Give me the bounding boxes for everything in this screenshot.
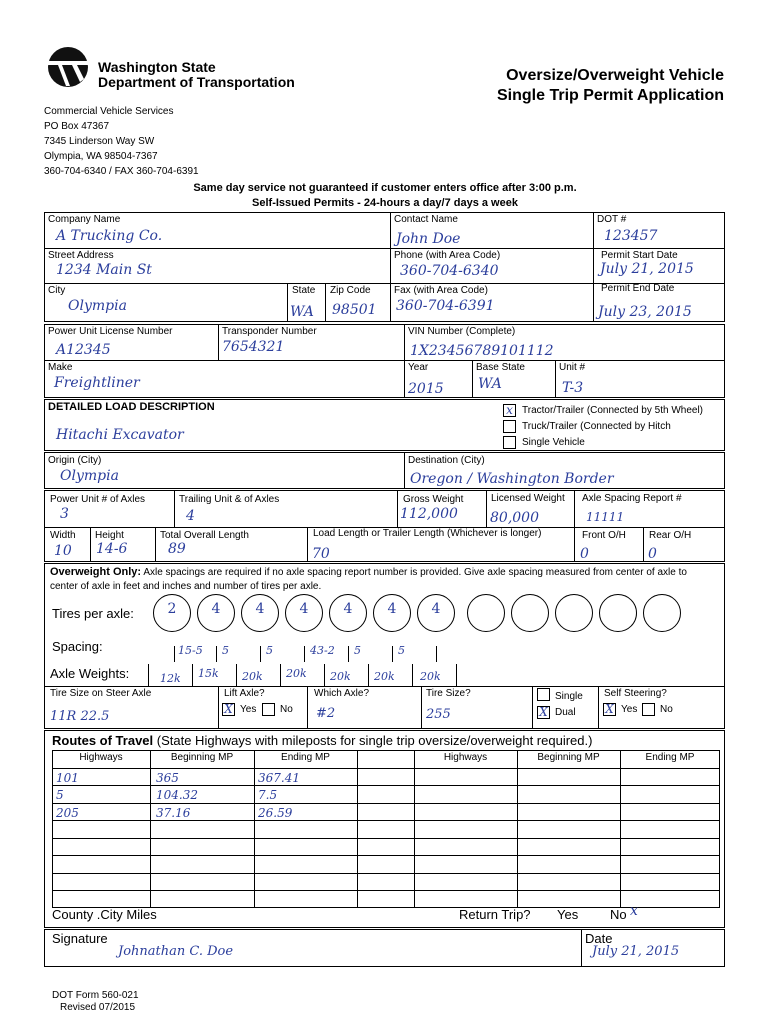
- tire-count-circle[interactable]: [599, 594, 637, 632]
- power-axles-label: Power Unit # of Axles: [50, 494, 146, 505]
- tire-count-circle[interactable]: [467, 594, 505, 632]
- self-steering-yes-checkbox[interactable]: X: [603, 703, 616, 716]
- tire-count-circle[interactable]: [643, 594, 681, 632]
- dual-tire-checkbox[interactable]: X: [537, 706, 550, 719]
- route-column-header: Highways: [79, 752, 123, 763]
- make-field[interactable]: Freightliner: [54, 375, 140, 391]
- dot-number-label: DOT #: [597, 214, 627, 225]
- phone-field[interactable]: 360-704-6340: [400, 263, 499, 279]
- tractor-trailer-checkbox[interactable]: x: [503, 404, 516, 417]
- load-description-field[interactable]: Hitachi Excavator: [56, 427, 184, 443]
- truck-trailer-checkbox[interactable]: [503, 420, 516, 433]
- tire-count-circle[interactable]: 4: [417, 594, 455, 632]
- contact-name-field[interactable]: John Doe: [396, 231, 461, 247]
- axle-weight-value[interactable]: 20k: [286, 667, 307, 680]
- state-label: State: [292, 285, 316, 296]
- lift-axle-no-checkbox[interactable]: [262, 703, 275, 716]
- year-field[interactable]: 2015: [408, 381, 444, 397]
- total-length-label: Total Overall Length: [160, 530, 249, 541]
- unit-field[interactable]: T-3: [562, 380, 584, 396]
- city-field[interactable]: Olympia: [68, 298, 127, 314]
- tire-steer-field[interactable]: 11R 22.5: [50, 709, 110, 724]
- route-begin-cell[interactable]: 365: [156, 770, 179, 785]
- year-label: Year: [408, 362, 429, 373]
- which-axle-field[interactable]: #2: [316, 706, 336, 721]
- company-name-field[interactable]: A Trucking Co.: [56, 228, 163, 244]
- axle-weight-value[interactable]: 20k: [420, 670, 441, 683]
- axle-spacing-value[interactable]: 5: [266, 644, 273, 657]
- load-description-label: DETAILED LOAD DESCRIPTION: [48, 401, 215, 413]
- tire-count-circle[interactable]: 4: [197, 594, 235, 632]
- overweight-instructions: Overweight Only: Axle spacings are required if no axle spacing report number is provided. Give axle spacing measured from center of axle to center of axle in feet and inches and number of tires per axle.: [50, 566, 687, 592]
- service-notice: Same day service not guaranteed if customer enters office after 3:00 p.m. Self-Issued Permits - 24-hours a day/7 days a week: [193, 182, 577, 209]
- single-tire-checkbox[interactable]: [537, 688, 550, 701]
- tire-size-field[interactable]: 255: [426, 707, 451, 722]
- tire-count-circle[interactable]: 2: [153, 594, 191, 632]
- width-label: Width: [50, 530, 76, 541]
- self-steering-no-label: No: [660, 704, 673, 715]
- agency-address: Commercial Vehicle Services PO Box 47367 7345 Linderson Way SW Olympia, WA 98504-7367 360-704-6340 / FAX 360-704-6391: [44, 106, 199, 177]
- rear-overhang-field[interactable]: 0: [648, 546, 657, 562]
- routes-heading: Routes of Travel (State Highways with mileposts for single trip oversize/overweight required.): [52, 733, 593, 748]
- make-label: Make: [48, 362, 73, 373]
- axle-weight-value[interactable]: 15k: [198, 667, 219, 680]
- truck-trailer-label: Truck/Trailer (Connected by Hitch: [522, 421, 671, 432]
- single-tire-label: Single: [555, 691, 583, 702]
- route-begin-cell[interactable]: 104.32: [156, 788, 198, 802]
- single-vehicle-label: Single Vehicle: [522, 437, 585, 448]
- axle-weight-value[interactable]: 20k: [242, 670, 263, 683]
- dual-tire-label: Dual: [555, 707, 576, 718]
- axle-weight-value[interactable]: 20k: [374, 670, 395, 683]
- licensed-weight-label: Licensed Weight: [491, 493, 565, 504]
- axle-weights-label: Axle Weights:: [50, 666, 130, 681]
- street-address-field[interactable]: 1234 Main St: [56, 262, 152, 278]
- width-field[interactable]: 10: [54, 543, 72, 559]
- base-state-label: Base State: [476, 362, 525, 373]
- route-end-cell[interactable]: 7.5: [258, 788, 278, 802]
- route-column-header: Ending MP: [645, 752, 695, 763]
- route-endpoints-section: [44, 452, 725, 489]
- fax-field[interactable]: 360-704-6391: [396, 298, 495, 314]
- axle-weight-value[interactable]: 12k: [160, 672, 181, 685]
- form-footer: DOT Form 560-021 Revised 07/2015: [52, 990, 139, 1013]
- route-begin-cell[interactable]: 37.16: [156, 805, 191, 820]
- origin-field[interactable]: Olympia: [60, 468, 119, 484]
- zip-label: Zip Code: [330, 285, 371, 296]
- tire-count-circle[interactable]: 4: [241, 594, 279, 632]
- wsdot-logo: [44, 46, 92, 88]
- trailing-axles-field[interactable]: 4: [186, 508, 195, 524]
- return-trip-label: Return Trip?: [459, 907, 531, 922]
- date-field[interactable]: July 21, 2015: [592, 944, 680, 959]
- power-license-label: Power Unit License Number: [48, 326, 173, 337]
- tire-count-circle[interactable]: [511, 594, 549, 632]
- form-title: Oversize/Overweight Vehicle Single Trip Permit Application: [497, 67, 724, 104]
- permit-end-field[interactable]: July 23, 2015: [598, 304, 692, 320]
- route-hw-cell[interactable]: 205: [56, 805, 79, 820]
- route-column-header: Ending MP: [281, 752, 330, 763]
- return-trip-yes-option[interactable]: Yes: [557, 907, 579, 922]
- tire-size-label: Tire Size?: [426, 688, 471, 699]
- transponder-field[interactable]: 7654321: [222, 339, 285, 355]
- gross-weight-label: Gross Weight: [403, 494, 464, 505]
- date-label: Date: [585, 931, 613, 946]
- origin-label: Origin (City): [48, 455, 102, 466]
- axle-spacing-value[interactable]: 15-5: [178, 644, 203, 657]
- base-state-field[interactable]: WA: [478, 376, 502, 392]
- company-name-label: Company Name: [48, 214, 121, 225]
- route-column-header: Beginning MP: [537, 752, 600, 763]
- power-license-field[interactable]: A12345: [56, 342, 111, 358]
- front-overhang-label: Front O/H: [582, 530, 626, 541]
- zip-field[interactable]: 98501: [332, 302, 377, 318]
- fax-label: Fax (with Area Code): [394, 285, 488, 296]
- load-length-label: Load Length or Trailer Length (Whichever is longer): [313, 528, 542, 539]
- axle-spacing-value[interactable]: 5: [354, 644, 361, 657]
- street-address-label: Street Address: [48, 250, 114, 261]
- which-axle-label: Which Axle?: [314, 688, 370, 699]
- power-axles-field[interactable]: 3: [60, 506, 69, 522]
- destination-label: Destination (City): [408, 455, 485, 466]
- tire-steer-label: Tire Size on Steer Axle: [50, 688, 152, 699]
- route-column-header: Highways: [443, 752, 488, 763]
- height-label: Height: [95, 530, 124, 541]
- return-trip-no-option[interactable]: No: [610, 907, 627, 922]
- load-length-field[interactable]: 70: [312, 546, 330, 562]
- tractor-trailer-label: Tractor/Trailer (Connected by 5th Wheel): [522, 405, 703, 416]
- agency-name: Washington State Department of Transportation: [98, 59, 295, 90]
- return-trip-no-mark: x: [630, 903, 638, 919]
- route-column-header: Beginning MP: [170, 752, 234, 763]
- permit-end-label: Permit End Date: [601, 283, 675, 294]
- permit-start-field[interactable]: July 21, 2015: [600, 261, 694, 277]
- axle-spacing-value[interactable]: 5: [222, 644, 229, 657]
- axle-report-field[interactable]: 11111: [586, 510, 625, 524]
- signature-field[interactable]: Johnathan C. Doe: [118, 944, 234, 959]
- phone-label: Phone (with Area Code): [394, 250, 501, 261]
- transponder-label: Transponder Number: [222, 326, 317, 337]
- axle-spacing-value[interactable]: 5: [398, 644, 405, 657]
- total-length-field[interactable]: 89: [168, 541, 186, 557]
- licensed-weight-field[interactable]: 80,000: [490, 510, 539, 526]
- trailing-axles-label: Trailing Unit & of Axles: [179, 494, 280, 505]
- unit-label: Unit #: [559, 362, 586, 373]
- single-vehicle-checkbox[interactable]: [503, 436, 516, 449]
- county-city-miles-label: County .City Miles: [52, 907, 157, 922]
- route-end-cell[interactable]: 26.59: [258, 805, 293, 820]
- axle-spacing-value[interactable]: 43-2: [310, 644, 335, 657]
- tire-count-circle[interactable]: 4: [285, 594, 323, 632]
- route-hw-cell[interactable]: 101: [56, 770, 79, 785]
- gross-weight-field[interactable]: 112,000: [400, 506, 458, 522]
- height-field[interactable]: 14-6: [96, 541, 128, 557]
- lift-axle-yes-checkbox[interactable]: X: [222, 703, 235, 716]
- vin-field[interactable]: 1X23456789101112: [410, 343, 554, 359]
- front-overhang-field[interactable]: 0: [580, 546, 589, 562]
- tire-count-circle[interactable]: 4: [373, 594, 411, 632]
- self-steering-no-checkbox[interactable]: [642, 703, 655, 716]
- dot-number-field[interactable]: 123457: [604, 228, 658, 244]
- permit-start-label: Permit Start Date: [601, 250, 678, 261]
- state-field[interactable]: WA: [290, 304, 314, 320]
- signature-label: Signature: [52, 931, 108, 946]
- self-steering-label: Self Steering?: [604, 688, 667, 699]
- tire-count-circle[interactable]: [555, 594, 593, 632]
- tires-per-axle-label: Tires per axle:: [52, 606, 134, 621]
- lift-axle-label: Lift Axle?: [224, 688, 265, 699]
- contact-name-label: Contact Name: [394, 214, 458, 225]
- spacing-label: Spacing:: [52, 639, 103, 654]
- rear-overhang-label: Rear O/H: [649, 530, 692, 541]
- lift-axle-yes-label: Yes: [240, 704, 257, 715]
- self-steering-yes-label: Yes: [621, 704, 638, 715]
- axle-weight-value[interactable]: 20k: [330, 670, 351, 683]
- route-end-cell[interactable]: 367.41: [258, 770, 300, 785]
- vin-label: VIN Number (Complete): [408, 326, 516, 337]
- axle-report-label: Axle Spacing Report #: [582, 493, 682, 504]
- lift-axle-no-label: No: [280, 704, 293, 715]
- tire-count-circle[interactable]: 4: [329, 594, 367, 632]
- city-label: City: [48, 285, 66, 296]
- destination-field[interactable]: Oregon / Washington Border: [410, 471, 614, 487]
- route-hw-cell[interactable]: 5: [56, 788, 64, 802]
